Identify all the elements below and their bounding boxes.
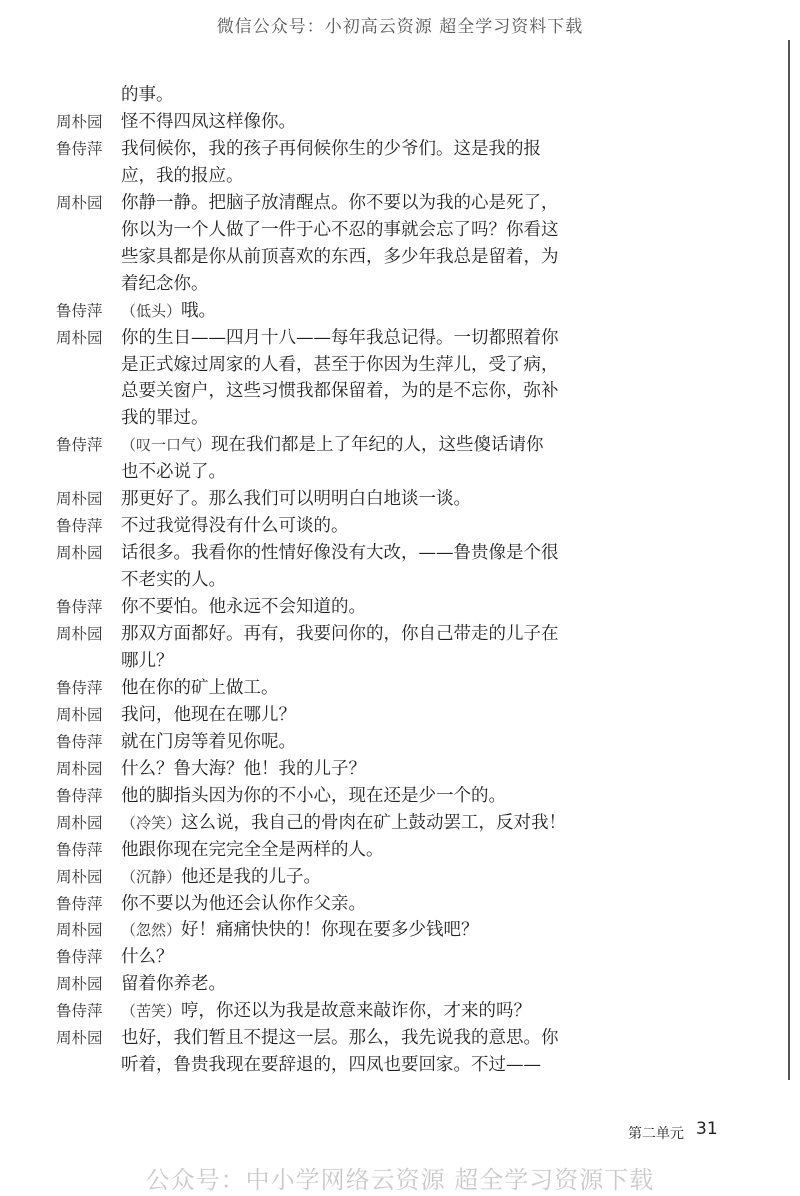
page-number: 31 — [696, 1119, 718, 1139]
stage-direction: （冷笑） — [121, 813, 182, 832]
speaker-name: 鲁侍萍 — [56, 139, 103, 158]
dialogue-line — [121, 594, 366, 620]
line-text: 是正式嫁过周家的人看，甚至于你因为生萍儿，受了病， — [121, 354, 559, 375]
stage-direction: （忽然） — [121, 921, 182, 940]
line-text: 这么说，我自己的骨肉在矿上鼓动罢工，反对我！ — [181, 812, 567, 833]
dialogue-line — [121, 1025, 559, 1051]
dialogue-line — [121, 405, 209, 431]
dialogue-line — [121, 190, 559, 216]
speaker-name: 鲁侍萍 — [56, 301, 103, 320]
speaker-name: 周朴园 — [56, 1029, 103, 1048]
stage-direction: （沉静） — [121, 867, 182, 886]
line-text: 那更好了。那么我们可以明明白白地谈一谈。 — [121, 489, 471, 510]
line-text: 我伺候你，我的孩子再伺候你生的少爷们。这是我的报 — [121, 138, 541, 159]
dialogue-line — [121, 567, 226, 593]
dialogue-line — [121, 648, 174, 674]
speaker-name: 周朴园 — [56, 705, 103, 724]
dialogue-line — [121, 783, 506, 809]
dialogue-line — [121, 298, 216, 324]
line-text: 着纪念你。 — [121, 273, 209, 294]
line-text: 也不必说了。 — [121, 462, 226, 483]
dialogue-line — [121, 163, 244, 189]
dialogue-line — [121, 513, 349, 539]
dialogue-line — [121, 971, 226, 997]
line-text: 你的生日——四月十八——每年我总记得。一切都照着你 — [121, 327, 559, 348]
speaker-name: 周朴园 — [56, 759, 103, 778]
dialogue-line — [121, 378, 559, 404]
line-text: 他跟你现在完完全全是两样的人。 — [121, 839, 384, 860]
line-text: 你不要以为他还会认你作父亲。 — [121, 893, 366, 914]
line-text: 怪不得四凤这样像你。 — [121, 111, 296, 132]
stage-direction: （低头） — [121, 301, 182, 320]
dialogue-line — [121, 944, 174, 970]
speaker-name: 鲁侍萍 — [56, 1002, 103, 1021]
dialogue-line — [121, 810, 566, 836]
line-text: 话很多。我看你的性情好像没有大改，——鲁贵像是个很 — [121, 543, 559, 564]
line-text: 不过我觉得没有什么可谈的。 — [121, 516, 349, 537]
dialogue-line — [121, 675, 279, 701]
dialogue-line — [121, 136, 541, 162]
line-text: 好！痛痛快快的！你现在要多少钱吧？ — [181, 920, 479, 941]
dialogue-line — [121, 917, 479, 943]
line-text: 的事。 — [121, 85, 174, 105]
line-text: 不老实的人。 — [121, 570, 226, 591]
speaker-name: 周朴园 — [56, 544, 103, 563]
dialogue-line — [121, 702, 296, 728]
speaker-name: 鲁侍萍 — [56, 840, 103, 859]
dialogue-line — [121, 82, 174, 108]
dialogue-line — [121, 432, 544, 458]
page-edge-rule — [788, 40, 790, 1080]
dialogue-line — [121, 217, 559, 243]
speaker-name: 周朴园 — [56, 490, 103, 509]
line-text: 哼，你还以为我是故意来敲诈你，才来的吗？ — [181, 1001, 532, 1022]
speaker-name: 周朴园 — [56, 328, 103, 347]
line-text: 就在门房等着见你呢。 — [121, 731, 296, 752]
dialogue-line — [121, 244, 559, 270]
speaker-name: 鲁侍萍 — [56, 436, 103, 455]
line-text: 你不要怕。他永远不会知道的。 — [121, 597, 366, 618]
watermark: 公众号：中小学网络云资源 超全学习资源下载 — [145, 1166, 655, 1194]
line-text: 什么？鲁大海？他！我的儿子？ — [121, 758, 366, 779]
line-text: 他还是我的儿子。 — [181, 866, 322, 887]
dialogue-line — [121, 756, 366, 782]
line-text: 些家具都是你从前顶喜欢的东西，多少年我总是留着，为 — [121, 246, 559, 267]
speaker-name: 鲁侍萍 — [56, 786, 103, 805]
speaker-name: 鲁侍萍 — [56, 517, 103, 536]
speaker-name: 周朴园 — [56, 193, 103, 212]
line-text: 那双方面都好。再有，我要问你的，你自己带走的儿子在 — [121, 624, 559, 644]
line-text: 什么？ — [121, 947, 174, 968]
dialogue-line — [121, 459, 226, 485]
dialogue-line — [121, 486, 471, 512]
stage-direction: （叹一口气） — [121, 436, 212, 455]
line-text: 留着你养老。 — [121, 974, 226, 995]
line-text: 你以为一个人做了一件于心不忍的事就会忘了吗？你看这 — [121, 219, 559, 240]
speaker-name: 鲁侍萍 — [56, 678, 103, 697]
line-text: 哪儿？ — [121, 650, 174, 671]
speaker-name: 鲁侍萍 — [56, 598, 103, 617]
line-text: 我问，他现在在哪儿？ — [121, 704, 296, 725]
dialogue-line — [121, 729, 296, 755]
line-text: 我的罪过。 — [121, 408, 209, 429]
speaker-name: 周朴园 — [56, 921, 103, 940]
speaker-name: 周朴园 — [56, 112, 103, 131]
dialogue-line — [121, 1052, 541, 1078]
line-text: 现在我们都是上了年纪的人，这些傻话请你 — [211, 435, 544, 456]
dialogue-line — [121, 352, 559, 378]
speaker-name: 鲁侍萍 — [56, 894, 103, 913]
line-text: 哦。 — [181, 300, 217, 321]
dialogue-line — [121, 271, 209, 297]
dialogue-line — [121, 621, 559, 647]
speaker-name: 周朴园 — [56, 975, 103, 994]
dialogue-line — [121, 864, 321, 890]
speaker-name: 鲁侍萍 — [56, 732, 103, 751]
unit-label: 第二单元 — [628, 1126, 684, 1142]
dialogue-line — [121, 109, 296, 135]
line-text: 他在你的矿上做工。 — [121, 677, 279, 698]
stage-direction: （苦笑） — [121, 1002, 182, 1021]
top-banner-note: 微信公众号：小初高云资源 超全学习资料下载 — [216, 17, 584, 37]
line-text: 也好，我们暂且不提这一层。那么，我先说我的意思。你 — [121, 1028, 559, 1049]
speaker-name: 周朴园 — [56, 813, 103, 832]
speaker-name: 鲁侍萍 — [56, 948, 103, 967]
line-text: 你静一静。把脑子放清醒点。你不要以为我的心是死了， — [121, 192, 559, 213]
dialogue-line — [121, 891, 366, 917]
dialogue-line — [121, 540, 559, 566]
dialogue-line — [121, 837, 384, 863]
line-text: 听着，鲁贵我现在要辞退的，四凤也要回家。不过—— — [121, 1055, 541, 1076]
line-text: 总要关窗户，这些习惯我都保留着，为的是不忘你，弥补 — [121, 381, 559, 402]
dialogue-line — [121, 325, 559, 351]
line-text: 应，我的报应。 — [121, 165, 244, 186]
speaker-name: 周朴园 — [56, 625, 103, 643]
dialogue-line — [121, 998, 531, 1024]
speaker-name: 周朴园 — [56, 867, 103, 886]
line-text: 他的脚指头因为你的不小心，现在还是少一个的。 — [121, 785, 506, 806]
